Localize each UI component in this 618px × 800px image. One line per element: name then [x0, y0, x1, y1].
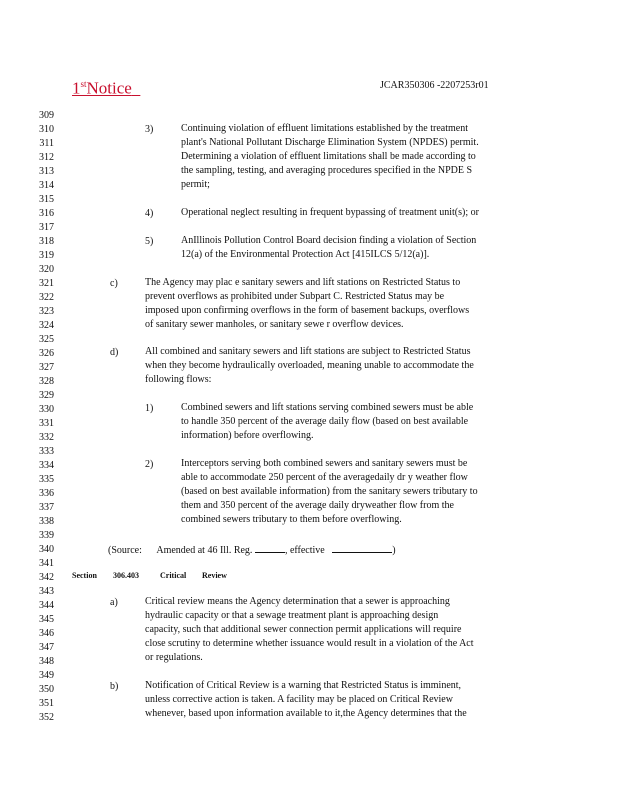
line-number: 319: [39, 250, 54, 261]
line-number: 317: [39, 222, 54, 233]
text-line: when they become hydraulically overloaded, meaning unable to accommodate the: [145, 360, 474, 371]
effective-date-blank: [332, 542, 392, 553]
text-line: close scrutiny to determine whether issuance would result in a violation of the Act: [145, 638, 474, 649]
item-text: [181, 401, 527, 443]
line-number: 340: [39, 544, 54, 555]
text-line: the sampling, testing, and averaging procedures specified in the NPDE S: [181, 165, 473, 176]
line-number: 311: [39, 138, 54, 149]
text-line: Operational neglect resulting in frequent bypassing of treatment unit(s); or: [181, 207, 479, 218]
line-number: 345: [39, 614, 54, 625]
line-number: 309: [39, 110, 54, 121]
line-number: 310: [39, 124, 54, 135]
item-label: 2): [145, 459, 154, 470]
line-number: 318: [39, 236, 54, 247]
text-line: Critical review means the Agency determination that a sewer is approaching: [145, 596, 450, 607]
line-number: 349: [39, 670, 54, 681]
item-text: [181, 206, 541, 220]
line-number: 346: [39, 628, 54, 639]
notice-number: 1: [72, 78, 81, 98]
text-line: plant's National Pollutant Discharge Elimination System (NPDES) permit.: [181, 137, 479, 148]
line-number: 326: [39, 348, 54, 359]
line-number: 342: [39, 572, 54, 583]
line-number: 339: [39, 530, 54, 541]
item-text: [181, 457, 539, 527]
text-line: whenever, based upon information available to it,the Agency determines that the: [145, 708, 467, 719]
text-line: capacity, such that additional sewer connection permit applications will require: [145, 624, 462, 635]
text-line: Continuing violation of effluent limitations established by the treatment: [181, 123, 468, 134]
line-number: 327: [39, 362, 54, 373]
line-number: 320: [39, 264, 54, 275]
section-title-2: Review: [202, 571, 227, 580]
item-text: [145, 595, 538, 665]
text-line: Combined sewers and lift stations serving combined sewers must be able: [181, 402, 474, 413]
item-text: [145, 276, 525, 332]
line-number: 328: [39, 376, 54, 387]
line-number: 329: [39, 390, 54, 401]
section-number: 306.403: [113, 571, 139, 580]
line-number: 344: [39, 600, 54, 611]
text-line: 12(a) of the Environmental Protection Act [415ILCS 5/12(a)].: [181, 249, 430, 260]
reg-page-blank: [255, 542, 285, 553]
item-label: 5): [145, 236, 154, 247]
line-number: 331: [39, 418, 54, 429]
text-line: All combined and sanitary sewers and lift stations are subject to Restricted Status: [145, 346, 471, 357]
line-number: 335: [39, 474, 54, 485]
item-text: [181, 234, 532, 262]
item-label: a): [110, 597, 118, 608]
text-line: permit;: [181, 179, 210, 190]
line-number: 341: [39, 558, 54, 569]
notice-word: Notice: [86, 78, 132, 98]
item-text: [181, 122, 537, 192]
line-number: 321: [39, 278, 54, 289]
item-label: c): [110, 278, 118, 289]
item-label: 1): [145, 403, 154, 414]
line-number: 324: [39, 320, 54, 331]
text-line: following flows:: [145, 374, 212, 385]
text-line: or regulations.: [145, 652, 203, 663]
text-line: imposed upon confirming overflows in the form of basement backups, overflows: [145, 305, 470, 316]
text-line: them and 350 percent of the average daily dryweather flow from the: [181, 500, 454, 511]
text-line: of sanitary sewer manholes, or sanitary sewe r overflow devices.: [145, 319, 404, 330]
line-number: 338: [39, 516, 54, 527]
item-text: [145, 345, 540, 387]
item-label: b): [110, 681, 119, 692]
text-line: combined sewers tributary to them before overflowing.: [181, 514, 402, 525]
line-number: 351: [39, 698, 54, 709]
section-title-1: Critical: [160, 571, 187, 580]
item-text: [145, 679, 535, 721]
line-number: 314: [39, 180, 54, 191]
line-number: 323: [39, 306, 54, 317]
item-label: 4): [145, 208, 154, 219]
text-line: Interceptors serving both combined sewers and sanitary sewers must be: [181, 458, 468, 469]
line-number: 336: [39, 488, 54, 499]
text-line: Determining a violation of effluent limitations shall be made according to: [181, 151, 476, 162]
text-line: able to accommodate 250 percent of the averagedaily dr y weather flow: [181, 472, 468, 483]
line-number: 352: [39, 712, 54, 723]
line-number: 313: [39, 166, 54, 177]
source-effective: , effective: [284, 545, 325, 556]
line-number: 312: [39, 152, 54, 163]
source-open: (Source:: [108, 545, 142, 556]
line-number: 322: [39, 292, 54, 303]
text-line: hydraulic capacity or that a sewage treatment plant is approaching design: [145, 610, 439, 621]
line-number: 332: [39, 432, 54, 443]
text-line: The Agency may plac e sanitary sewers and lift stations on Restricted Status to: [145, 277, 461, 288]
item-label: d): [110, 347, 119, 358]
line-number: 343: [39, 586, 54, 597]
notice-superscript: st: [80, 79, 87, 89]
notice-header: [72, 74, 140, 99]
source-note: [108, 542, 396, 557]
line-number: 315: [39, 194, 54, 205]
line-number: 337: [39, 502, 54, 513]
text-line: unless corrective action is taken. A facility may be placed on Critical Review: [145, 694, 453, 705]
line-number: 333: [39, 446, 54, 457]
line-number: 330: [39, 404, 54, 415]
text-line: to handle 350 percent of the average daily flow (based on best available: [181, 416, 469, 427]
line-number: 325: [39, 334, 54, 345]
line-number: 334: [39, 460, 54, 471]
document-id: JCAR350306 -2207253r01: [380, 80, 489, 91]
text-line: (based on best available information) from the sanitary sewers tributary to: [181, 486, 478, 497]
line-number: 348: [39, 656, 54, 667]
line-number: 350: [39, 684, 54, 695]
section-word: Section: [72, 571, 97, 580]
text-line: AnIllinois Pollution Control Board decision finding a violation of Section: [181, 235, 477, 246]
line-number: 347: [39, 642, 54, 653]
item-label: 3): [145, 124, 154, 135]
text-line: prevent overflows as prohibited under Subpart C. Restricted Status may be: [145, 291, 445, 302]
source-close: ): [392, 545, 396, 556]
source-amended: Amended at 46 Ill. Reg.: [156, 545, 253, 556]
text-line: Notification of Critical Review is a warning that Restricted Status is imminent,: [145, 680, 462, 691]
line-number: 316: [39, 208, 54, 219]
text-line: information) before overflowing.: [181, 430, 314, 441]
